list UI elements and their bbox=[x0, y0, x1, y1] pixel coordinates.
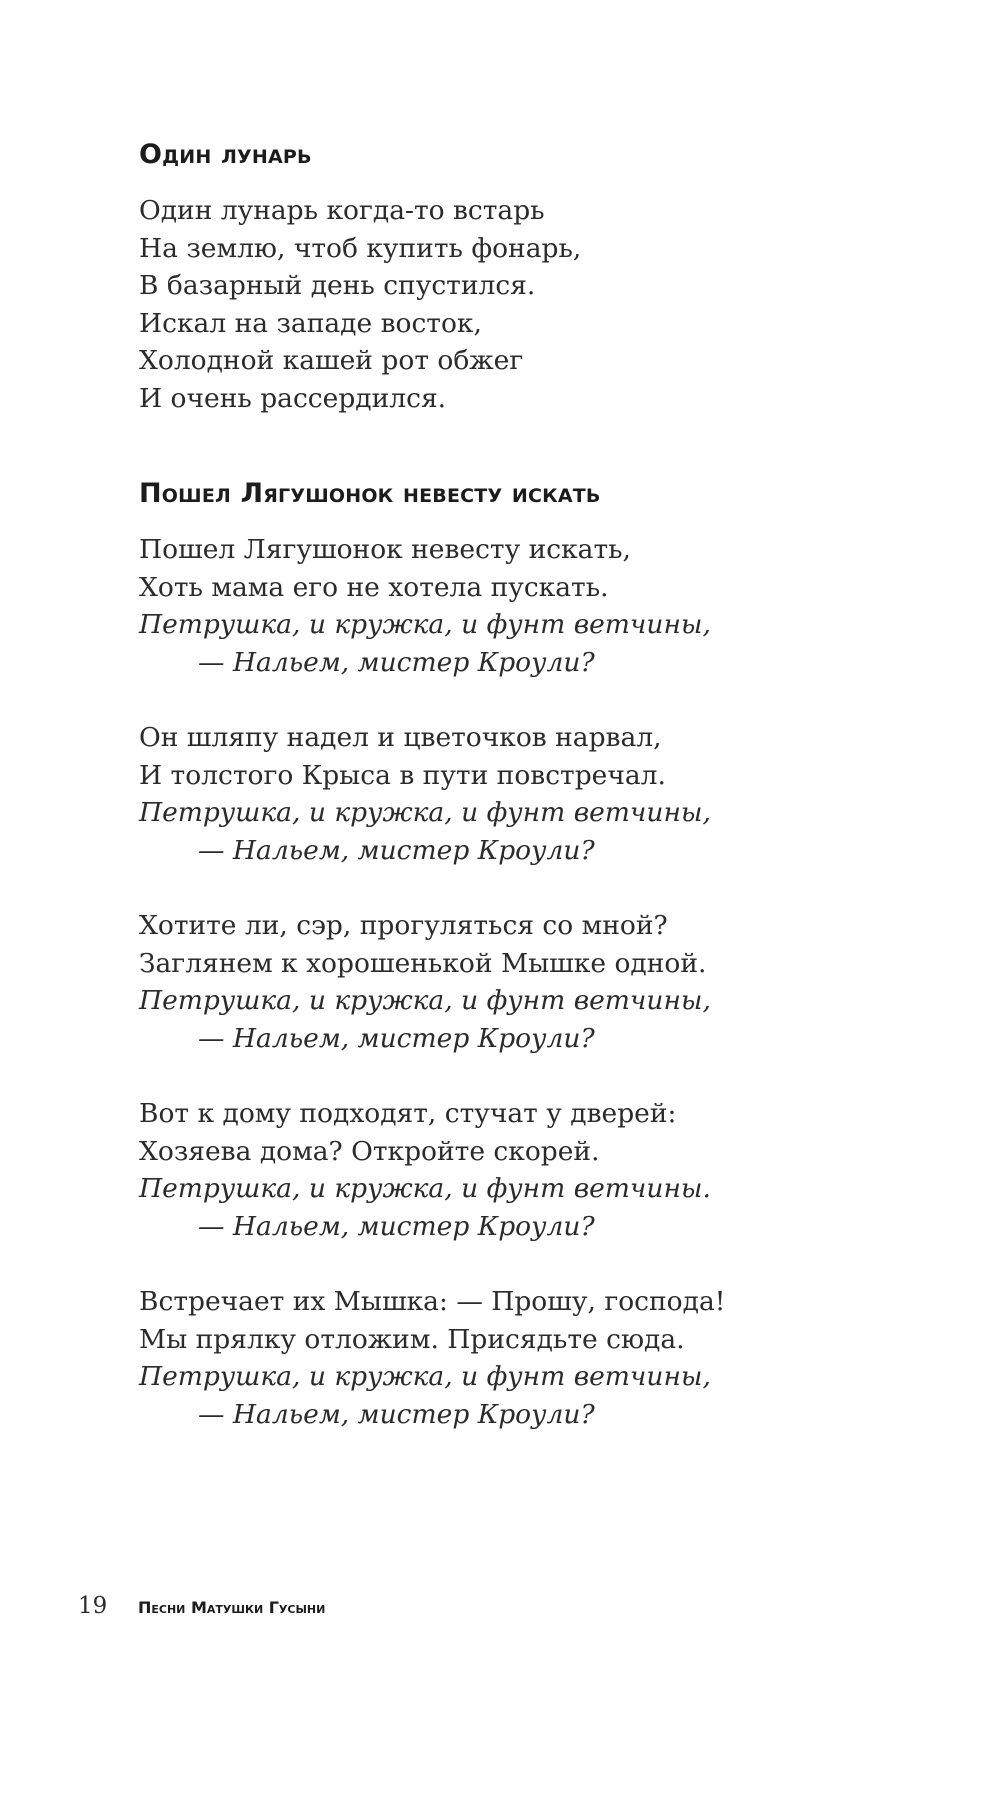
refrain-line: — Нальем, мистер Кроули? bbox=[198, 1398, 595, 1430]
poem-title: Пошел Лягушонок невесту искать bbox=[139, 478, 601, 509]
verse-line: Искал на западе восток, bbox=[139, 307, 482, 339]
page-number: 19 bbox=[78, 1593, 108, 1619]
verse-line: Мы прялку отложим. Присядьте сюда. bbox=[139, 1323, 685, 1355]
stanza bbox=[139, 1283, 859, 1433]
verse-line: Хоть мама его не хотела пускать. bbox=[139, 571, 609, 603]
verse-line: И толстого Крыса в пути повстречал. bbox=[139, 759, 666, 791]
refrain-line: — Нальем, мистер Кроули? bbox=[198, 834, 595, 866]
verse-line: Один лунарь когда-то встарь bbox=[139, 195, 545, 226]
page-footer bbox=[78, 1593, 325, 1623]
refrain-line: Петрушка, и кружка, и фунт ветчины, bbox=[139, 609, 711, 640]
verse-line: Пошел Лягушонок невесту искать, bbox=[139, 534, 631, 565]
refrain-line: — Нальем, мистер Кроули? bbox=[198, 1210, 595, 1242]
running-title: Песни Матушки Гусыни bbox=[138, 1598, 326, 1617]
verse-line: Хотите ли, сэр, прогуляться со мной? bbox=[139, 910, 668, 941]
refrain-line: Петрушка, и кружка, и фунт ветчины, bbox=[139, 797, 711, 828]
stanza bbox=[139, 1095, 859, 1245]
stanza bbox=[139, 719, 859, 869]
poem bbox=[139, 138, 859, 455]
stanza bbox=[139, 192, 859, 417]
verse-line: Холодной кашей рот обжег bbox=[139, 345, 524, 376]
refrain-line: Петрушка, и кружка, и фунт ветчины. bbox=[139, 1173, 711, 1204]
refrain-line: Петрушка, и кружка, и фунт ветчины, bbox=[139, 1361, 711, 1392]
verse-line: Заглянем к хорошенькой Мышке одной. bbox=[139, 947, 707, 979]
verse-line: Хозяева дома? Откройте скорей. bbox=[139, 1135, 600, 1167]
stanza bbox=[139, 531, 859, 681]
verse-line: На землю, чтоб купить фонарь, bbox=[139, 232, 582, 264]
verse-line: Встречает их Мышка: — Прошу, господа! bbox=[139, 1286, 726, 1317]
verse-line: Он шляпу надел и цветочков нарвал, bbox=[139, 722, 662, 753]
poem bbox=[139, 477, 859, 1471]
refrain-line: — Нальем, мистер Кроули? bbox=[198, 646, 595, 678]
verse-line: Вот к дому подходят, стучат у дверей: bbox=[139, 1098, 677, 1129]
refrain-line: Петрушка, и кружка, и фунт ветчины, bbox=[139, 985, 711, 1016]
verse-line: В базарный день спустился. bbox=[139, 270, 536, 301]
poem-title: Один лунарь bbox=[139, 139, 312, 170]
refrain-line: — Нальем, мистер Кроули? bbox=[198, 1022, 595, 1054]
verse-line: И очень рассердился. bbox=[139, 382, 447, 414]
stanza bbox=[139, 907, 859, 1057]
